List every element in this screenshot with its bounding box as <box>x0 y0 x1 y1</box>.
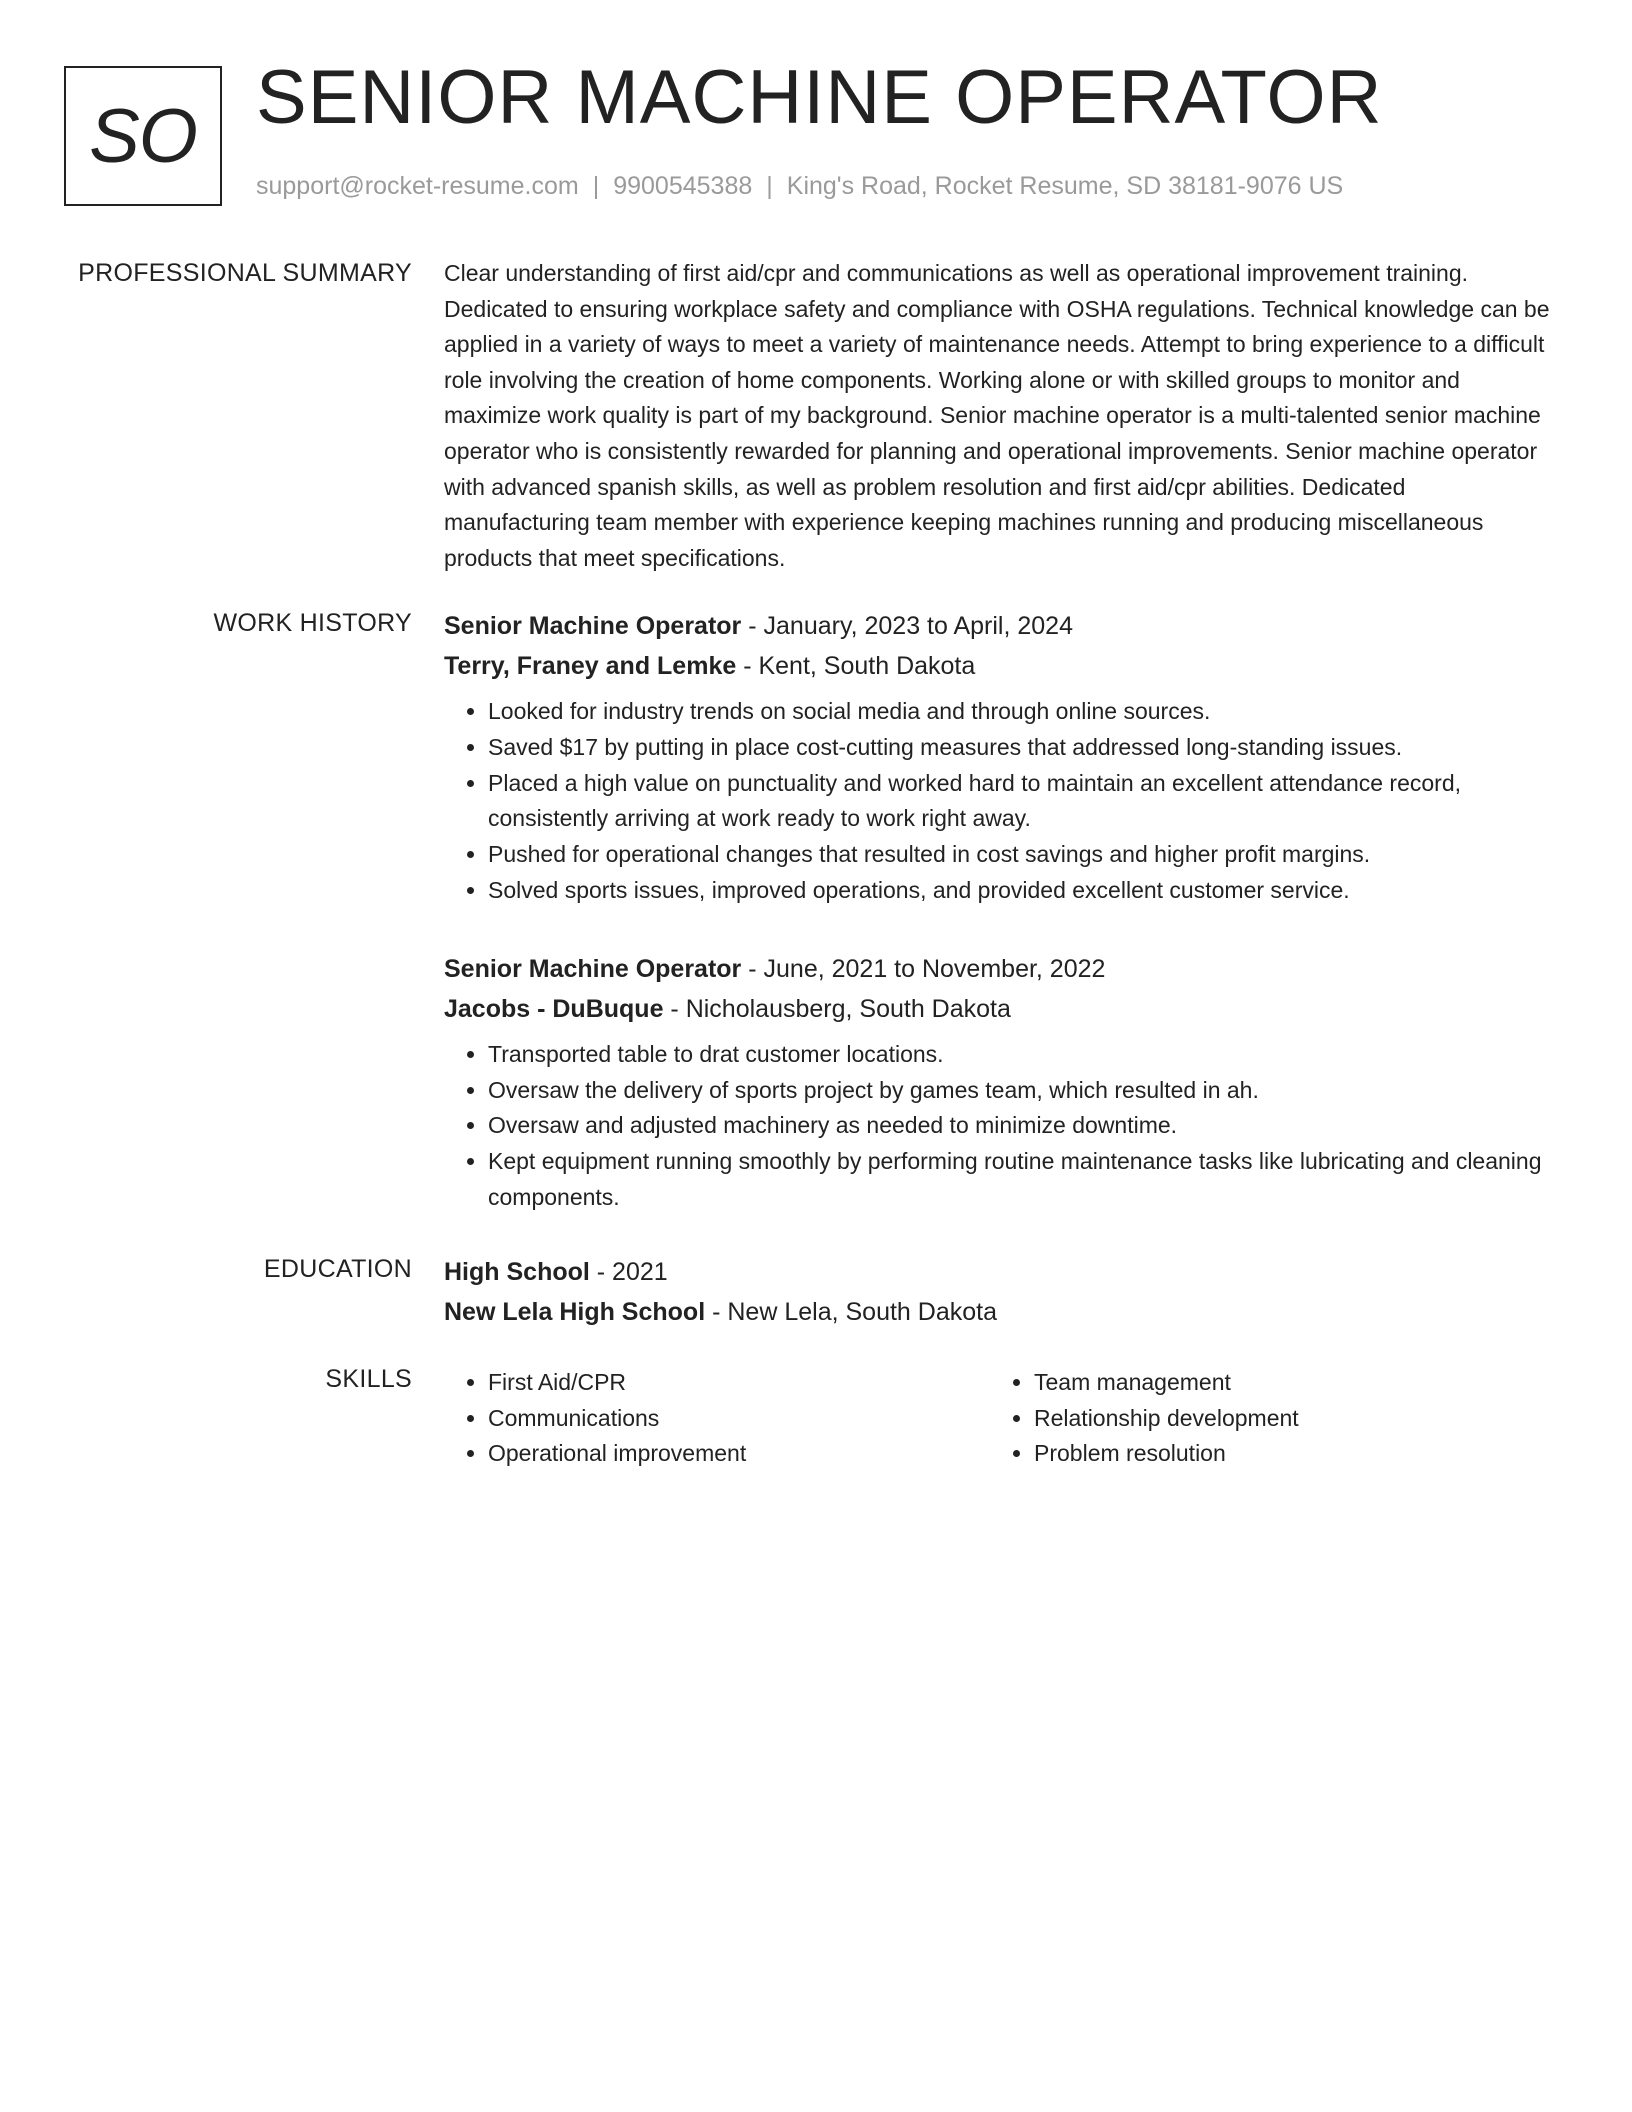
monogram-box <box>64 66 222 206</box>
skills-body <box>444 1365 1552 1472</box>
job-dates: - January, 2023 to April, 2024 <box>741 612 1073 640</box>
summary-text: Clear understanding of first aid/cpr and communications as well as operational improvement training. Dedicated to ensuring workplace safety and compliance with OSHA regulations. Technical knowledge can be applied in a variety of ways to meet a variety of maintenance needs. Attempt to bring experience to a difficult role involving the creation of home components. Working alone or with skilled groups to monitor and maximize work quality is part of my background. Senior machine operator is a multi-talented senior machine operator who is consistently rewarded for planning and operational improvements. Senior machine operator with advanced spanish skills, as well as problem resolution and first aid/cpr abilities. Dedicated manufacturing team member with experience keeping machines running and producing miscellaneous products that meet specifications. <box>444 260 1550 571</box>
list-item: • Pushed for operational changes that resulted in cost savings and higher profit margins. <box>488 837 1552 873</box>
list-item: • Kept equipment running smoothly by performing routine maintenance tasks like lubricating and cleaning components. <box>488 1144 1552 1216</box>
job-company: Jacobs - DuBuque <box>444 994 664 1023</box>
contact-line <box>256 172 1343 201</box>
skill-item: • Team management <box>1034 1365 1536 1401</box>
section-title-summary: PROFESSIONAL SUMMARY <box>78 259 412 287</box>
list-item: • Saved $17 by putting in place cost-cutting measures that addressed long-standing issues. <box>488 730 1552 766</box>
job-entry <box>444 606 1552 909</box>
job-role: Senior Machine Operator <box>444 612 742 640</box>
summary-body <box>444 256 1552 576</box>
job-company-line <box>444 646 1552 686</box>
contact-email[interactable]: support@rocket-resume.com <box>256 172 579 200</box>
list-item: • Looked for industry trends on social media and through online sources. <box>488 694 1552 730</box>
job-company: Terry, Franey and Lemke <box>444 652 737 680</box>
section-title-work: WORK HISTORY <box>213 609 412 637</box>
skills-list-left <box>444 1365 990 1472</box>
job-dates: - June, 2021 to November, 2022 <box>741 954 1106 983</box>
education-location: - New Lela, South Dakota <box>705 1298 997 1326</box>
education-school: New Lela High School <box>444 1298 706 1326</box>
job-bullets <box>444 694 1552 909</box>
skill-item: • Problem resolution <box>1034 1436 1536 1472</box>
education-year: - 2021 <box>589 1258 668 1286</box>
skill-item: • Operational improvement <box>488 1436 990 1472</box>
list-item: • Placed a high value on punctuality and worked hard to maintain an excellent attendance record, consistently arriving at work ready to work right away. <box>488 766 1552 838</box>
contact-separator: | <box>592 172 600 200</box>
list-item: • Oversaw and adjusted machinery as needed to minimize downtime. <box>488 1108 1552 1144</box>
job-role-line <box>444 606 1552 646</box>
list-item: • Oversaw the delivery of sports project by games team, which resulted in ah. <box>488 1073 1552 1109</box>
education-degree: High School <box>444 1258 590 1286</box>
job-location: - Nicholausberg, South Dakota <box>663 994 1011 1023</box>
skill-item: • First Aid/CPR <box>488 1365 990 1401</box>
job-company-line <box>444 989 1552 1029</box>
section-title-education: EDUCATION <box>263 1255 412 1283</box>
education-body <box>444 1252 1552 1332</box>
job-entry <box>444 949 1552 1216</box>
work-body <box>444 606 1552 1216</box>
education-degree-line <box>444 1252 1552 1292</box>
skills-list-right <box>990 1365 1536 1472</box>
resume-name: SENIOR MACHINE OPERATOR <box>256 55 1383 140</box>
monogram-initials: SO <box>89 93 197 179</box>
skills-columns <box>444 1365 1552 1472</box>
job-bullets <box>444 1037 1552 1216</box>
job-role: Senior Machine Operator <box>444 954 742 983</box>
job-location: - Kent, South Dakota <box>736 652 976 680</box>
section-title-skills: SKILLS <box>325 1365 412 1393</box>
education-school-line <box>444 1292 1552 1332</box>
list-item: • Transported table to drat customer locations. <box>488 1037 1552 1073</box>
skill-item: • Relationship development <box>1034 1401 1536 1437</box>
job-role-line <box>444 949 1552 989</box>
skill-item: • Communications <box>488 1401 990 1437</box>
contact-phone[interactable]: 9900545388 <box>613 172 753 200</box>
contact-separator: | <box>766 172 773 200</box>
contact-address: King's Road, Rocket Resume, SD 38181-9076 US <box>786 172 1344 200</box>
list-item: • Solved sports issues, improved operations, and provided excellent customer service. <box>488 873 1552 909</box>
